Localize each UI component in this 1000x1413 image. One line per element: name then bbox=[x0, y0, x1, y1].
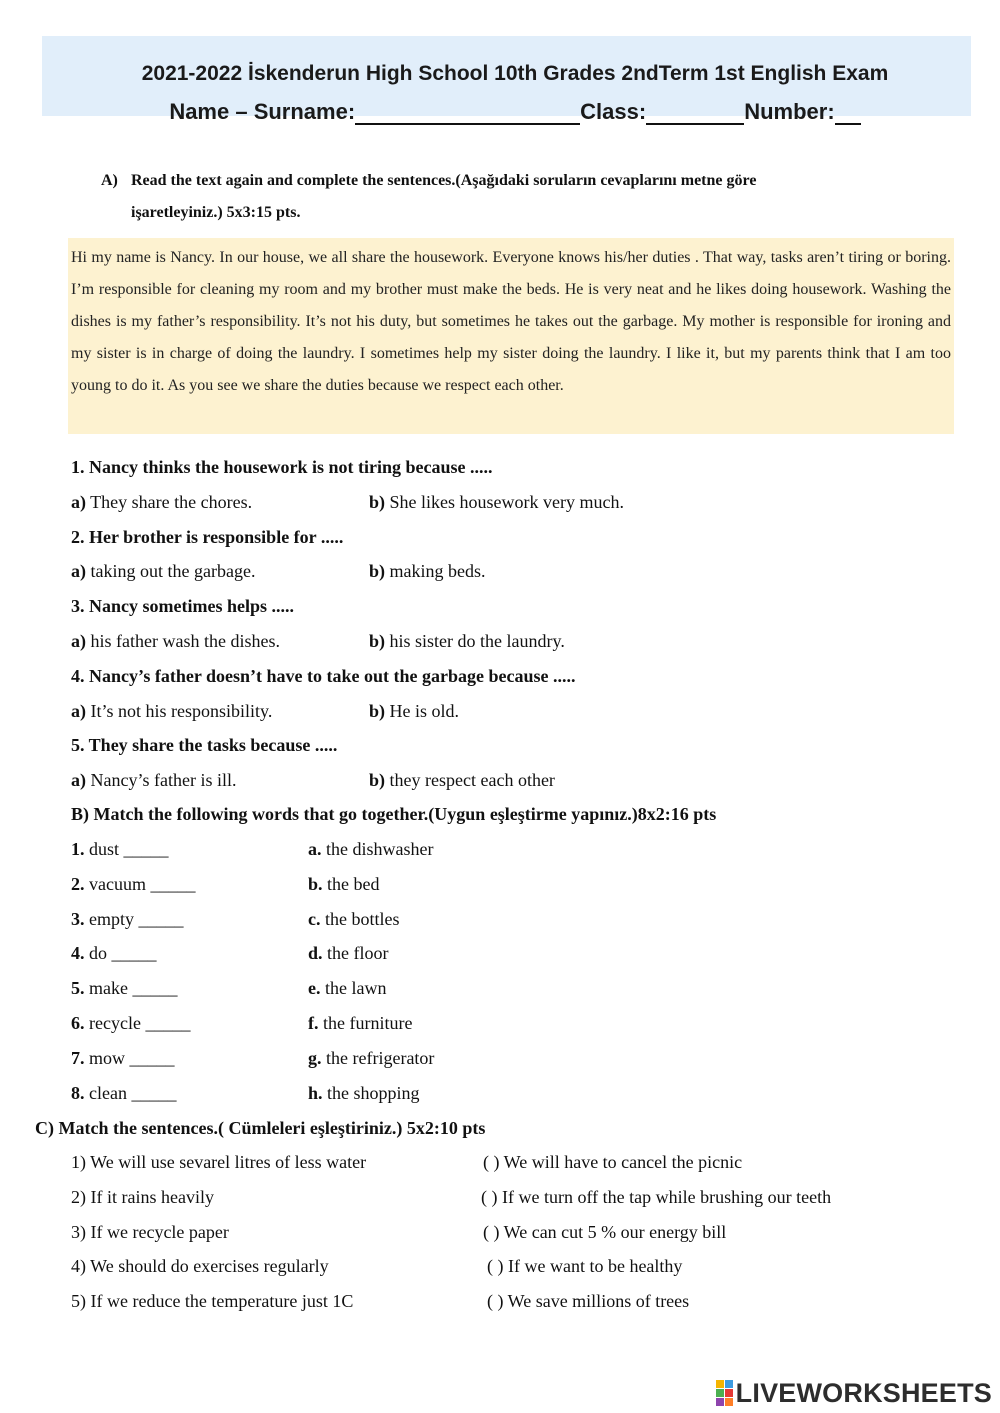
option-b[interactable] bbox=[369, 561, 486, 582]
option-a-label: a) bbox=[71, 770, 86, 791]
sentence-end-2[interactable]: ( ) If we turn off the tap while brushing our teeth bbox=[481, 1186, 832, 1207]
question-5-options bbox=[71, 770, 771, 791]
match-phrase-text: the shopping bbox=[322, 1082, 420, 1103]
option-b-label: b) bbox=[369, 700, 386, 721]
match-phrase-letter: h. bbox=[308, 1082, 323, 1103]
match-word-text: clean _____ bbox=[84, 1082, 177, 1103]
match-phrase-letter: g. bbox=[308, 1047, 322, 1068]
option-b-label: b) bbox=[369, 770, 386, 791]
option-a[interactable] bbox=[71, 701, 272, 721]
section-a-instruction bbox=[101, 165, 881, 229]
section-c-title: C) Match the sentences.( Cümleleri eşleştiriniz.) 5x2:10 pts bbox=[35, 1118, 486, 1138]
match-word-text: empty _____ bbox=[84, 908, 184, 929]
option-b-text: his sister do the laundry. bbox=[385, 631, 565, 651]
option-a-label: a) bbox=[71, 631, 86, 651]
match-phrase bbox=[308, 1013, 412, 1034]
match-phrase-text: the lawn bbox=[320, 978, 387, 999]
option-b[interactable] bbox=[369, 492, 624, 513]
match-row-5 bbox=[71, 978, 571, 999]
match-phrase-letter: d. bbox=[308, 943, 323, 964]
option-b-label: b) bbox=[369, 491, 386, 512]
question-5: 5. They share the tasks because ..... bbox=[71, 735, 338, 756]
question-4-options bbox=[71, 701, 771, 722]
option-b-label: b) bbox=[369, 561, 386, 582]
option-b[interactable] bbox=[369, 770, 555, 791]
match-phrase-text: the dishwasher bbox=[321, 839, 434, 859]
liveworksheets-logo[interactable] bbox=[716, 1376, 992, 1410]
option-a-text: They share the chores. bbox=[86, 491, 253, 512]
match-phrase-text: the bed bbox=[322, 873, 380, 894]
sentence-start-2: 2) If it rains heavily bbox=[71, 1186, 214, 1207]
question-3-options bbox=[71, 631, 771, 652]
match-word[interactable] bbox=[71, 1048, 175, 1068]
match-row-6 bbox=[71, 1013, 571, 1034]
match-phrase bbox=[308, 1048, 434, 1069]
match-word-number: 8. bbox=[71, 1082, 85, 1103]
number-label: Number: bbox=[744, 99, 835, 124]
question-1: 1. Nancy thinks the housework is not tiring because ..... bbox=[71, 457, 493, 477]
match-phrase-letter: b. bbox=[308, 873, 323, 894]
liveworksheets-logo-icon bbox=[716, 1380, 734, 1406]
match-word-text: vacuum _____ bbox=[84, 873, 196, 894]
match-word-number: 2. bbox=[71, 873, 85, 894]
match-phrase-text: the floor bbox=[322, 943, 389, 964]
name-blank[interactable] bbox=[355, 101, 580, 125]
match-phrase bbox=[308, 909, 400, 930]
question-3: 3. Nancy sometimes helps ..... bbox=[71, 596, 294, 617]
section-b-title: B) Match the following words that go together.(Uygun eşleştirme yapınız.)8x2:16 pts bbox=[71, 804, 717, 824]
option-b-text: He is old. bbox=[385, 700, 460, 721]
student-info-line bbox=[0, 99, 1000, 125]
sentence-start-3: 3) If we recycle paper bbox=[71, 1221, 229, 1242]
sentence-start-5: 5) If we reduce the temperature just 1C bbox=[71, 1291, 354, 1312]
sentence-start-1: 1) We will use sevarel litres of less water bbox=[71, 1152, 367, 1172]
option-b-text: making beds. bbox=[385, 561, 486, 582]
match-word-number: 7. bbox=[71, 1047, 85, 1068]
match-phrase bbox=[308, 943, 389, 964]
match-phrase bbox=[308, 874, 380, 895]
option-a[interactable] bbox=[71, 492, 252, 512]
match-phrase-letter: e. bbox=[308, 978, 321, 999]
option-b[interactable] bbox=[369, 631, 565, 652]
sentence-start-4: 4) We should do exercises regularly bbox=[71, 1256, 329, 1277]
option-a[interactable] bbox=[71, 631, 280, 651]
match-phrase bbox=[308, 1083, 420, 1104]
match-phrase bbox=[308, 839, 433, 860]
match-word[interactable] bbox=[71, 943, 157, 963]
sentence-end-3[interactable]: ( ) We can cut 5 % our energy bill bbox=[483, 1221, 727, 1242]
reading-passage: Hi my name is Nancy. In our house, we all share the housework. Everyone knows his/her duties . That way, tasks aren’t tiring or boring. I’m responsible for cleaning my room and my brother must make the beds. He is very neat and he likes doing housework. Washing the dishes is my father’s responsibility. It’s not his duty, but sometimes he takes out the garbage. My mother is responsible for ironing and my sister is in charge of doing the laundry. I sometimes help my sister doing the laundry. I like it, but my parents think that I am too young to do it. As you see we share the duties because we respect each other. bbox=[68, 238, 954, 434]
match-word[interactable] bbox=[71, 909, 184, 929]
option-b-text: they respect each other bbox=[385, 770, 555, 791]
match-word-text: mow _____ bbox=[84, 1047, 175, 1068]
option-a[interactable] bbox=[71, 561, 255, 581]
match-phrase-text: the refrigerator bbox=[321, 1047, 435, 1068]
sentence-end-5[interactable]: ( ) We save millions of trees bbox=[487, 1291, 690, 1312]
match-word-number: 1. bbox=[71, 839, 85, 859]
match-word-number: 6. bbox=[71, 1013, 85, 1033]
question-2-options bbox=[71, 561, 771, 582]
match-word-text: do _____ bbox=[84, 943, 157, 964]
match-phrase-text: the furniture bbox=[318, 1013, 413, 1033]
question-4: 4. Nancy’s father doesn’t have to take out the garbage because ..... bbox=[71, 665, 576, 686]
option-a-text: taking out the garbage. bbox=[86, 561, 256, 582]
option-a-label: a) bbox=[71, 561, 86, 582]
option-b[interactable] bbox=[369, 701, 459, 722]
option-a-text: It’s not his responsibility. bbox=[86, 700, 273, 721]
name-label: Name – Surname: bbox=[169, 99, 356, 124]
match-row-8 bbox=[71, 1083, 571, 1104]
sentence-end-1[interactable]: ( ) We will have to cancel the picnic bbox=[483, 1152, 743, 1172]
match-phrase bbox=[308, 978, 386, 999]
match-word-text: recycle _____ bbox=[84, 1013, 191, 1033]
option-b-text: She likes housework very much. bbox=[385, 491, 624, 512]
exam-title: 2021-2022 İskenderun High School 10th Grades 2ndTerm 1st English Exam bbox=[141, 62, 889, 85]
option-a-label: a) bbox=[71, 491, 86, 512]
match-row-1 bbox=[71, 839, 571, 860]
match-word[interactable] bbox=[71, 1013, 190, 1033]
match-row-4 bbox=[71, 943, 571, 964]
match-row-7 bbox=[71, 1048, 571, 1069]
match-phrase-letter: a. bbox=[308, 839, 322, 859]
match-row-3 bbox=[71, 909, 571, 930]
question-2: 2. Her brother is responsible for ..... bbox=[71, 526, 344, 547]
question-1-options bbox=[71, 492, 771, 513]
match-word-text: dust _____ bbox=[84, 839, 169, 859]
option-a[interactable] bbox=[71, 770, 236, 790]
match-word-number: 3. bbox=[71, 908, 85, 929]
match-phrase-letter: f. bbox=[308, 1013, 319, 1033]
match-word-number: 4. bbox=[71, 943, 85, 964]
option-b-label: b) bbox=[369, 631, 386, 651]
match-phrase-letter: c. bbox=[308, 908, 321, 929]
section-a-instruction-line1: Read the text again and complete the sentences.(Aşağıdaki soruların cevaplarını metne göre bbox=[131, 172, 757, 189]
number-blank[interactable] bbox=[835, 101, 861, 125]
match-phrase-text: the bottles bbox=[320, 908, 400, 929]
option-a-text: his father wash the dishes. bbox=[86, 631, 280, 651]
match-row-2 bbox=[71, 874, 571, 895]
match-word-number: 5. bbox=[71, 978, 85, 999]
match-word[interactable] bbox=[71, 978, 177, 998]
section-a-instruction-line2: işaretleyiniz.) 5x3:15 pts. bbox=[131, 204, 301, 221]
class-blank[interactable] bbox=[646, 101, 744, 125]
match-word-text: make _____ bbox=[84, 978, 178, 999]
match-word[interactable] bbox=[71, 874, 195, 894]
class-label: Class: bbox=[580, 99, 647, 124]
option-a-label: a) bbox=[71, 700, 86, 721]
sentence-end-4[interactable]: ( ) If we want to be healthy bbox=[487, 1256, 683, 1277]
logo-text: LIVEWORKSHEETS bbox=[735, 1377, 992, 1408]
option-a-text: Nancy’s father is ill. bbox=[86, 770, 237, 791]
match-word[interactable] bbox=[71, 839, 169, 859]
match-word[interactable] bbox=[71, 1083, 176, 1103]
section-a-letter: A) bbox=[101, 172, 118, 189]
